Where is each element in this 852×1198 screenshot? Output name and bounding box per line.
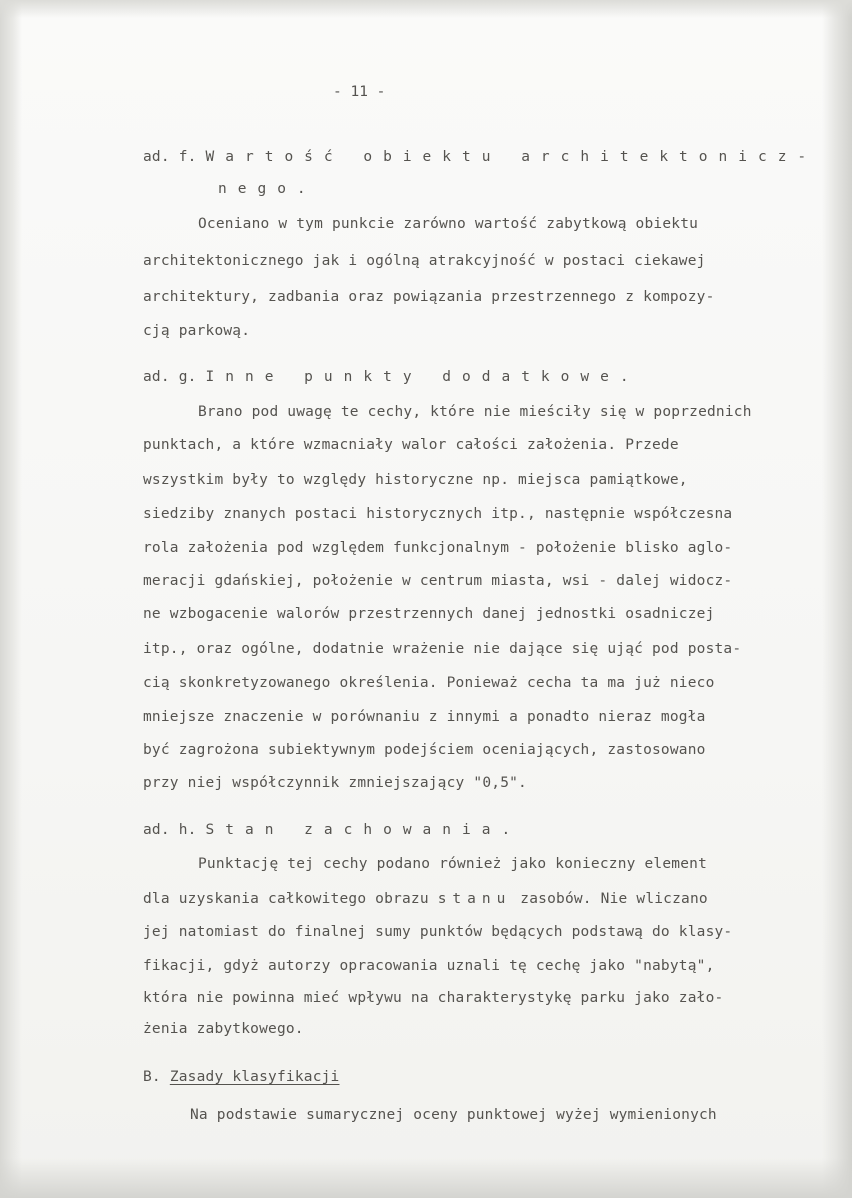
section-h-line: Punktację tej cechy podano również jako konieczny element: [198, 856, 707, 872]
section-g-line: cią skonkretyzowanego określenia. Ponieważ cecha ta ma już nieco: [143, 675, 715, 691]
page-number: - 11 -: [333, 84, 386, 100]
section-h-line2-spaced: stanu: [437, 891, 512, 907]
section-g-line: siedziby znanych postaci historycznych itp., następnie współczesna: [143, 506, 733, 522]
section-f-title-a: Wartość obiektu architektonicz-: [205, 149, 818, 165]
section-h-line: [143, 890, 708, 908]
section-g-line: przy niej współczynnik zmniejszający "0,5".: [143, 775, 527, 791]
section-g-line: ne wzbogacenie walorów przestrzennych danej jednostki osadniczej: [143, 606, 715, 622]
section-g-line: wszystkim były to względy historyczne np. miejsca pamiątkowe,: [143, 472, 688, 488]
section-g-line: itp., oraz ogólne, dodatnie wrażenie nie dające się ująć pod posta-: [143, 641, 742, 657]
section-h-line: fikacji, gdyż autorzy opracowania uznali tę cechę jako "nabytą",: [143, 958, 715, 974]
section-h-line2-pre: dla uzyskania całkowitego obrazu: [143, 891, 429, 907]
section-g-title: Inne punkty dodatkowe.: [205, 369, 640, 385]
section-g-label: ad. g.: [143, 369, 197, 385]
section-g-line: meracji gdańskiej, położenie w centrum miasta, wsi - dalej widocz-: [143, 573, 733, 589]
section-g-line: rola założenia pod względem funkcjonalnym - położenie blisko aglo-: [143, 540, 733, 556]
section-h-label: ad. h.: [143, 822, 197, 838]
section-f-line: cją parkową.: [143, 323, 251, 339]
scan-edge-left: [0, 0, 22, 1198]
section-f-label: ad. f.: [143, 149, 197, 165]
section-h-line: która nie powinna mieć wpływu na charakterystykę parku jako zało-: [143, 990, 724, 1006]
section-h-line: jej natomiast do finalnej sumy punktów będących podstawą do klasy-: [143, 924, 733, 940]
section-f-line: architektury, zadbania oraz powiązania przestrzennego z kompozy-: [143, 289, 715, 305]
section-h-line2-post: zasobów. Nie wliczano: [520, 891, 708, 907]
scan-edge-bottom: [0, 1158, 852, 1198]
section-f-heading: [143, 148, 817, 166]
section-b-title: Zasady klasyfikacji: [169, 1069, 340, 1085]
section-f-title-b: nego.: [218, 181, 317, 197]
section-b-label: B.: [143, 1069, 161, 1085]
scan-edge-top: [0, 0, 852, 18]
section-f-line: architektonicznego jak i ogólną atrakcyjność w postaci ciekawej: [143, 253, 706, 269]
section-f-line: Oceniano w tym punkcie zarówno wartość zabytkową obiektu: [198, 216, 699, 232]
section-g-heading: [143, 368, 640, 386]
section-g-line: Brano pod uwagę te cechy, które nie mieściły się w poprzednich: [198, 404, 752, 420]
section-h-title: Stan zachowania.: [205, 822, 522, 838]
section-g-line: mniejsze znaczenie w porównaniu z innymi a ponadto nieraz mogła: [143, 709, 706, 725]
section-g-line: punktach, a które wzmacniały walor całości założenia. Przede: [143, 437, 679, 453]
section-g-line: być zagrożona subiektywnym podejściem oceniających, zastosowano: [143, 742, 706, 758]
scan-edge-right: [822, 0, 852, 1198]
section-b-heading: [143, 1068, 339, 1086]
section-h-line: żenia zabytkowego.: [143, 1021, 304, 1037]
section-b-line: Na podstawie sumarycznej oceny punktowej wyżej wymienionych: [190, 1107, 717, 1123]
section-h-heading: [143, 821, 521, 839]
